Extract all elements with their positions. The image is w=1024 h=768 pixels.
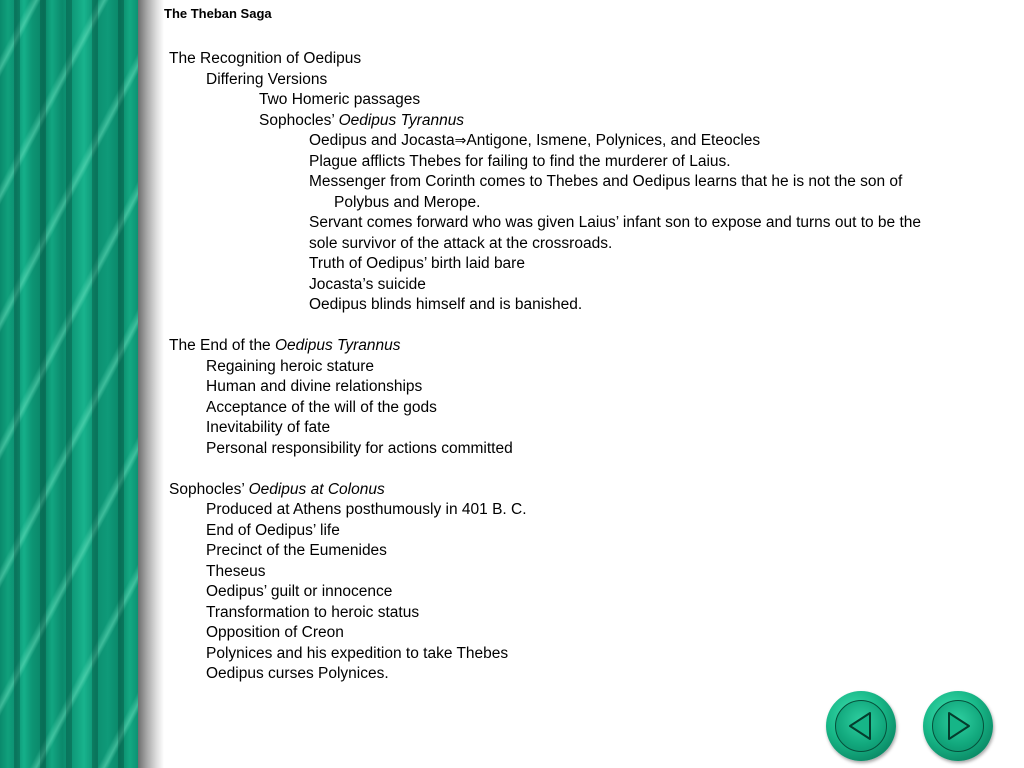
outline-line [169,623,929,644]
outline-line [169,254,929,275]
outline-line [169,377,929,398]
outline-text: Oedipus blinds himself and is banished. [309,296,583,313]
outline-text: Precinct of the Eumenides [206,542,387,559]
outline-line [169,90,929,111]
outline-content [169,49,929,685]
outline-line [169,500,929,521]
outline-text: Plague afflicts Thebes for failing to find the murderer of Laius. [309,152,731,170]
outline-text: Personal responsibility for actions committed [206,439,513,457]
outline-text: Transformation to heroic status [206,603,420,621]
outline-text: Truth of Oedipus’ birth laid bare [309,255,525,272]
outline-text: Polynices and his expedition to take Thebes [206,644,509,662]
decorative-side-bar [0,0,138,768]
outline-line [169,644,929,665]
outline-line [169,213,929,254]
outline-line [169,336,929,357]
outline-text: Oedipus’ guilt or innocence [206,583,393,600]
side-bar-shadow [138,0,164,768]
outline-line [169,480,929,501]
side-bar-stripe [14,0,20,768]
outline-line [169,603,929,624]
outline-text: Inevitability of fate [206,419,331,436]
outline-text: Opposition of Creon [206,624,344,641]
work-title: Oedipus Tyrannus [275,337,401,354]
side-bar-stripe [92,0,98,768]
outline-line [169,295,929,316]
outline-line [169,172,929,213]
outline-line [169,562,929,583]
outline-line [169,541,929,562]
outline-line [169,131,929,152]
outline-text: Sophocles’ [259,111,339,129]
outline-text: End of Oedipus’ life [206,521,340,539]
outline-text: The End of the [169,337,275,354]
outline-text: Acceptance of the will of the gods [206,398,437,416]
outline-line [169,398,929,419]
outline-text: Messenger from Corinth comes to Thebes and Oedipus learns that he is not the son of Polybus and Merope. [309,173,903,211]
outline-text: Oedipus curses Polynices. [206,665,389,682]
outline-line [169,418,929,439]
slide-title: The Theban Saga [164,6,272,21]
outline-text: Sophocles’ [169,480,249,498]
outline-line [169,664,929,685]
outline-line [169,111,929,132]
work-title: Oedipus at Colonus [248,480,385,498]
outline-text: Differing Versions [206,70,328,88]
outline-line [169,275,929,296]
outline-line [169,70,929,91]
outline-line [169,439,929,460]
triangle-right-icon [923,691,993,761]
spacer [169,316,929,337]
outline-line [169,357,929,378]
outline-text: Produced at Athens posthumously in 401 B. C. [206,501,527,518]
next-slide-button[interactable] [923,691,993,761]
outline-text: Human and divine relationships [206,378,423,395]
outline-text: Servant comes forward who was given Laius’ infant son to expose and turns out to be the sole survivor of the attack at the crossroads. [309,214,922,252]
outline-text: Antigone, Ismene, Polynices, and Eteocles [466,132,761,149]
outline-line [169,521,929,542]
spacer [169,459,929,480]
outline-text: Theseus [206,562,266,580]
side-bar-stripe [118,0,124,768]
side-bar-stripe [40,0,46,768]
outline-line [169,49,929,70]
work-title: Oedipus Tyrannus [338,111,465,129]
outline-line [169,582,929,603]
outline-text: Two Homeric passages [259,91,421,108]
outline-text: Regaining heroic stature [206,357,375,375]
outline-line [169,152,929,173]
outline-text: The Recognition of Oedipus [169,50,362,67]
outline-text: Jocasta’s suicide [309,275,426,293]
triangle-left-icon [826,691,896,761]
side-bar-stripe [66,0,72,768]
outline-text: Oedipus and Jocasta [309,132,455,149]
implies-arrow: ⇒ [454,133,467,149]
previous-slide-button[interactable] [826,691,896,761]
